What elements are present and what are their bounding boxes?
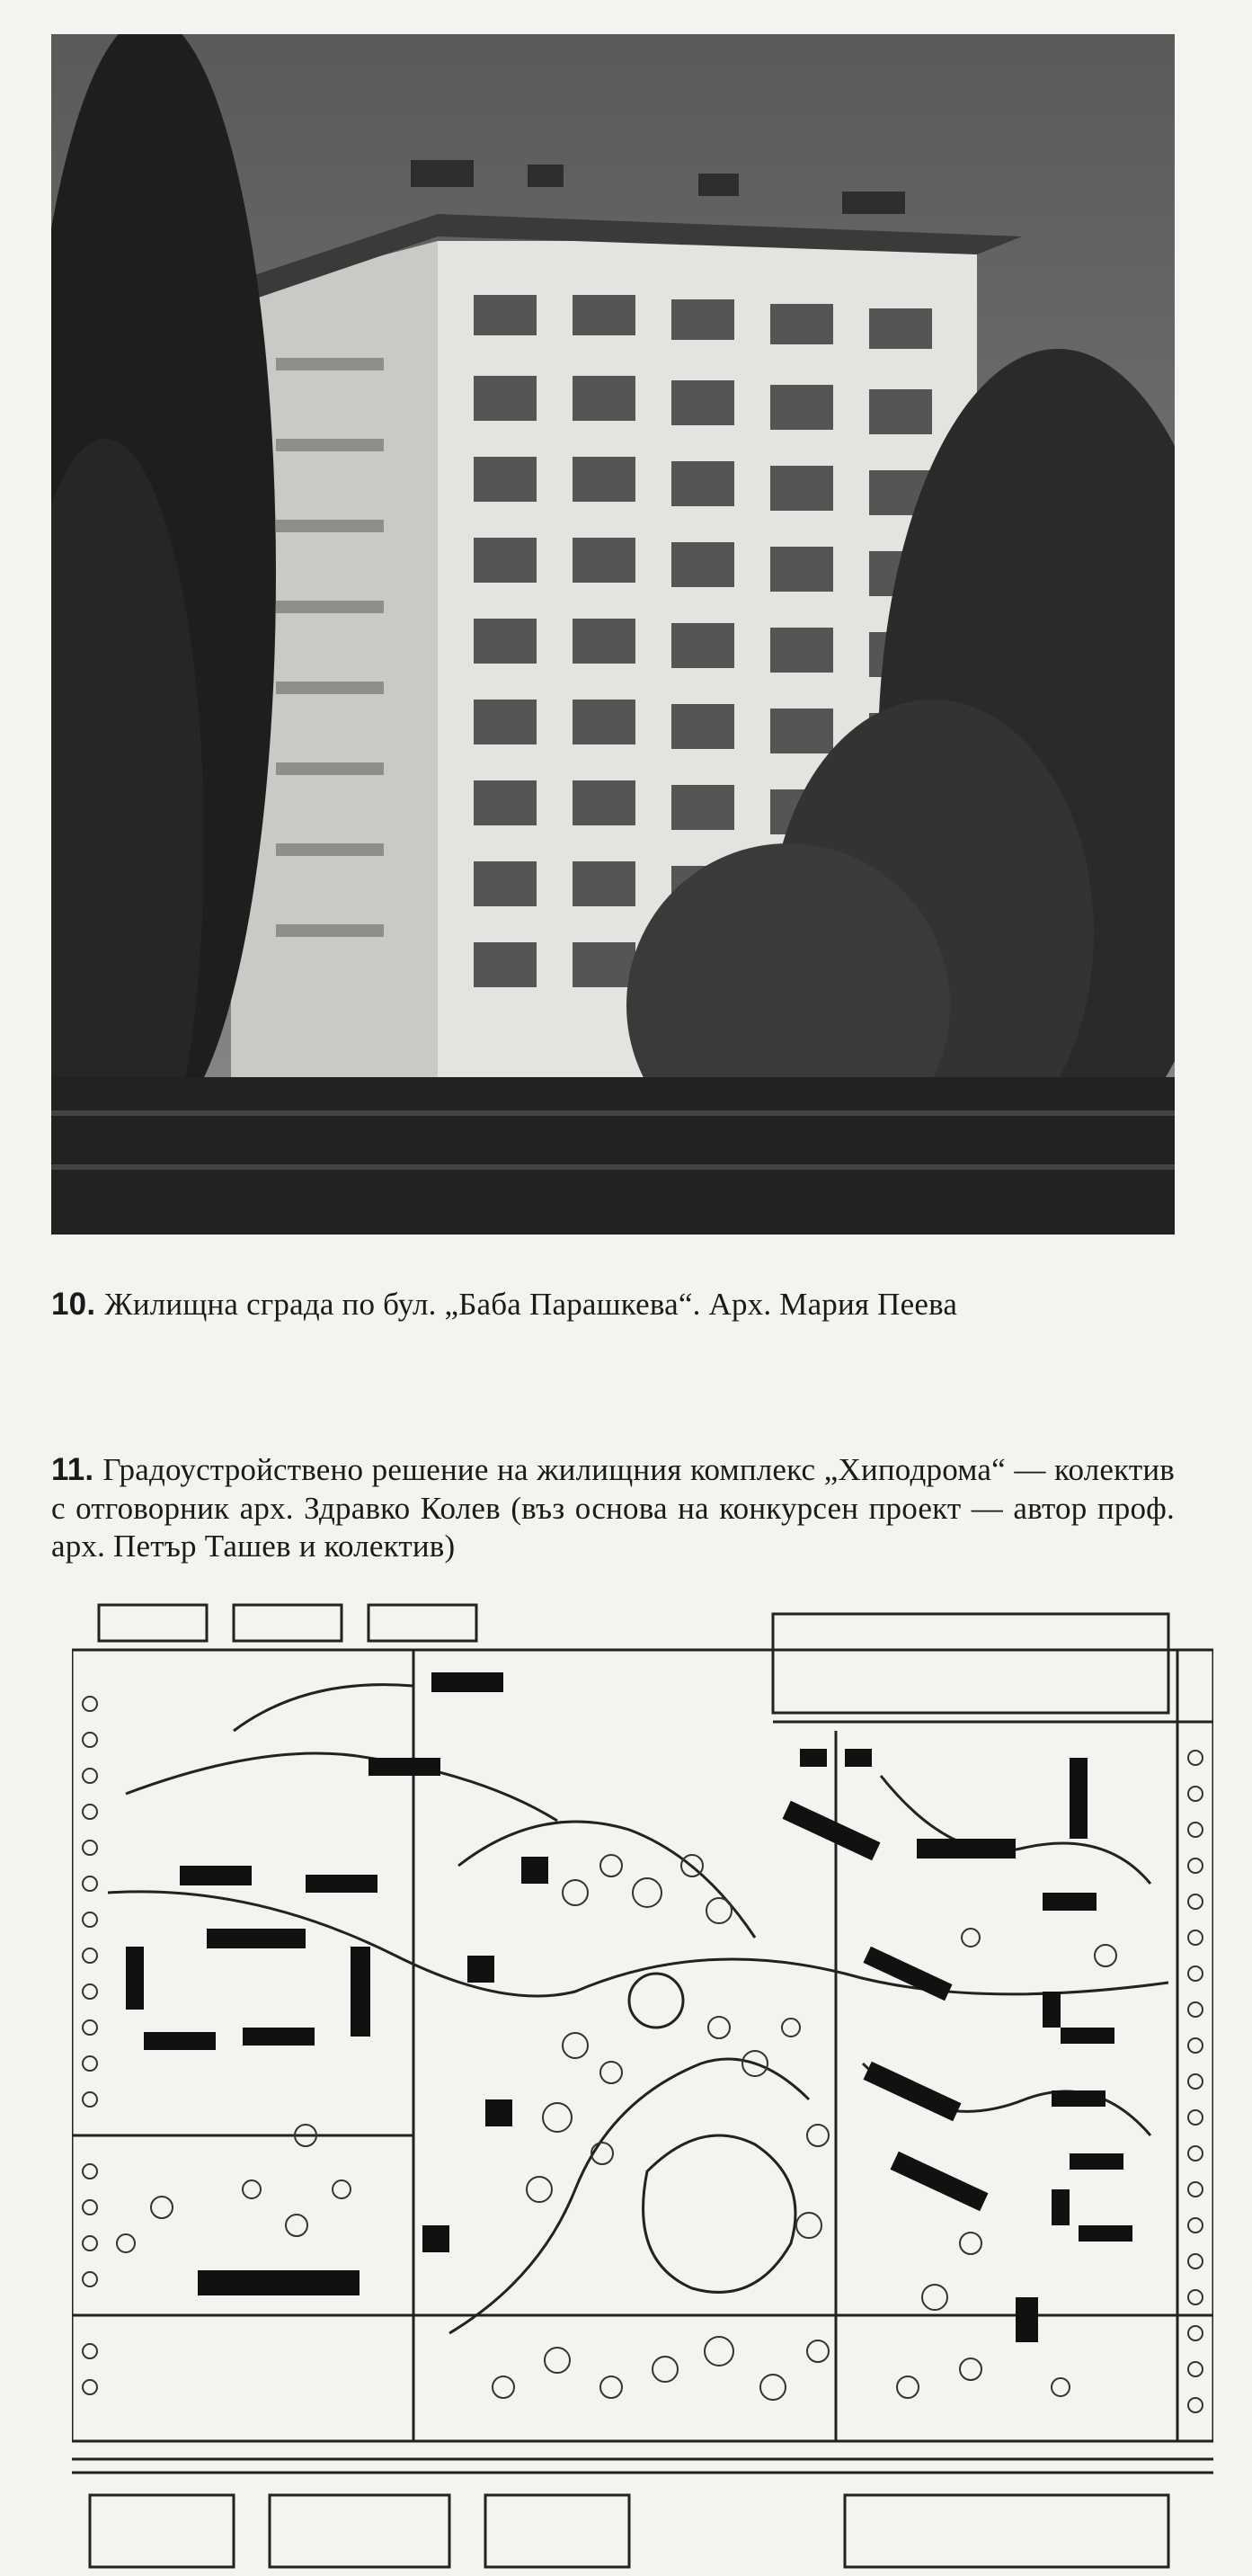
figure-11-caption-text: Градоустройствено решение на жилищния комплекс „Хиподрома“ — колектив с отговорник арх. Здравко Колев (въз основа на конкурсен проект — автор проф. арх. Петър Ташев и колектив) (51, 1452, 1175, 1564)
caption-figure-10 (51, 1286, 1175, 1324)
figure-10-caption-text: Жилищна сграда по бул. „Баба Парашкева“. Арх. Мария Пеева (104, 1287, 958, 1322)
building-photo (51, 34, 1175, 1235)
figure-11-number: 11. (51, 1452, 94, 1487)
site-plan (72, 1596, 1213, 2576)
caption-figure-11 (51, 1451, 1175, 1566)
figure-10-number: 10. (51, 1287, 96, 1322)
